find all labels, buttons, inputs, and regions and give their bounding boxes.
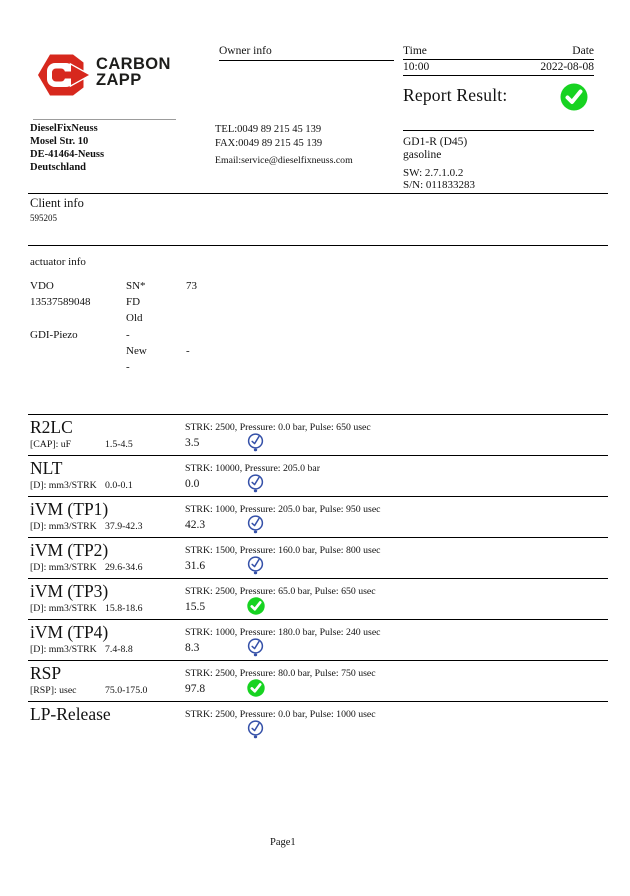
test-range: 15.8-18.6 [105, 603, 143, 614]
test-name: iVM (TP1) [30, 499, 109, 519]
test-unit: [CAP]: uF [30, 439, 72, 450]
test-range: 0.0-0.1 [105, 480, 133, 491]
owner-country: Deutschland [30, 162, 87, 173]
row-divider [28, 619, 608, 620]
row-divider [28, 414, 608, 415]
owner-street: Mosel Str. 10 [30, 136, 89, 147]
test-name: iVM (TP2) [30, 540, 109, 560]
machine-serial: S/N: 011833283 [403, 178, 476, 191]
actuator-cell: 13537589048 [30, 296, 91, 309]
actuator-info-label: actuator info [30, 256, 86, 268]
test-unit: [D]: mm3/STRK [30, 644, 97, 655]
test-name: iVM (TP3) [30, 581, 109, 601]
report-result-label: Report Result: [403, 85, 508, 105]
actuator-cell: VDO [30, 280, 54, 292]
test-row [0, 414, 630, 455]
actuator-row [30, 280, 430, 296]
client-info-label: Client info [30, 196, 84, 210]
test-pass-icon [247, 597, 265, 617]
test-unit: [RSP]: usec [30, 685, 77, 696]
test-range: 37.9-42.3 [105, 521, 143, 532]
test-row [0, 701, 630, 742]
test-conditions: STRK: 2500, Pressure: 80.0 bar, Pulse: 750 usec [185, 668, 376, 679]
test-value: 97.8 [185, 683, 206, 695]
test-value: 3.5 [185, 437, 200, 449]
time-value: 10:00 [403, 61, 430, 73]
test-value: 31.6 [185, 560, 206, 572]
owner-tel: TEL:0049 89 215 45 139 [215, 124, 322, 135]
owner-name: DieselFixNeuss [30, 123, 98, 134]
time-label: Time [403, 45, 427, 57]
test-row [0, 496, 630, 537]
test-conditions: STRK: 1000, Pressure: 180.0 bar, Pulse: 240 usec [185, 627, 381, 638]
actuator-cell: SN* [126, 280, 146, 292]
actuator-row [30, 345, 430, 361]
brand-name-line2: ZAPP [96, 71, 142, 89]
test-value: 0.0 [185, 478, 200, 490]
test-pass-icon [247, 720, 265, 740]
client-info-section [30, 196, 84, 223]
row-divider [28, 496, 608, 497]
test-pass-icon [247, 638, 265, 658]
test-unit: [D]: mm3/STRK [30, 603, 97, 614]
actuator-row [30, 329, 430, 345]
client-info-value: 595205 [30, 213, 57, 223]
test-range: 29.6-34.6 [105, 562, 143, 573]
test-pass-icon [247, 679, 265, 699]
date-value: 2022-08-08 [540, 61, 594, 73]
page-number: Page1 [270, 837, 296, 848]
test-range: 1.5-4.5 [105, 439, 133, 450]
test-value: 15.5 [185, 601, 206, 613]
machine-software: SW: 2.7.1.0.2 [403, 167, 464, 179]
test-row [0, 660, 630, 701]
owner-divider [33, 119, 176, 120]
test-name: R2LC [30, 417, 73, 437]
actuator-cell: - [126, 328, 130, 341]
test-range: 75.0-175.0 [105, 685, 148, 696]
owner-fax: FAX:0049 89 215 45 139 [215, 138, 323, 149]
test-pass-icon [247, 515, 265, 535]
actuator-cell: - [186, 344, 190, 357]
date-label: Date [572, 45, 594, 57]
row-divider [28, 578, 608, 579]
test-row [0, 455, 630, 496]
carbon-zapp-logo-icon [37, 52, 91, 99]
test-row [0, 578, 630, 619]
test-pass-icon [247, 556, 265, 576]
test-conditions: STRK: 1500, Pressure: 160.0 bar, Pulse: 800 usec [185, 545, 381, 556]
test-conditions: STRK: 2500, Pressure: 0.0 bar, Pulse: 1000 usec [185, 709, 376, 720]
machine-fuel: gasoline [403, 149, 442, 161]
brand-name [96, 56, 171, 88]
owner-contact [215, 123, 353, 168]
test-unit: [D]: mm3/STRK [30, 480, 97, 491]
test-value: 42.3 [185, 519, 206, 531]
actuator-cell: New [126, 344, 147, 357]
test-name: RSP [30, 663, 62, 683]
test-pass-icon [247, 474, 265, 494]
actuator-table [30, 280, 430, 377]
test-value: 8.3 [185, 642, 200, 654]
row-divider [28, 660, 608, 661]
test-conditions: STRK: 10000, Pressure: 205.0 bar [185, 463, 320, 474]
test-conditions: STRK: 2500, Pressure: 0.0 bar, Pulse: 650 usec [185, 422, 371, 433]
test-row [0, 537, 630, 578]
test-range: 7.4-8.8 [105, 644, 133, 655]
owner-address [30, 122, 104, 174]
test-name: NLT [30, 458, 63, 478]
test-conditions: STRK: 1000, Pressure: 205.0 bar, Pulse: 950 usec [185, 504, 381, 515]
section-divider [28, 193, 608, 194]
owner-info-heading: Owner info [219, 45, 394, 61]
report-result-pass-icon [560, 83, 588, 116]
owner-city: DE-41464-Neuss [30, 149, 105, 160]
actuator-cell: GDI-Piezo [30, 328, 78, 341]
test-unit: [D]: mm3/STRK [30, 521, 97, 532]
owner-email: Email:service@dieselfixneuss.com [215, 155, 353, 166]
test-conditions: STRK: 2500, Pressure: 65.0 bar, Pulse: 650 usec [185, 586, 376, 597]
actuator-row [30, 296, 430, 312]
actuator-cell: Old [126, 312, 143, 325]
machine-model: GD1-R (D45) [403, 136, 468, 148]
row-divider [28, 537, 608, 538]
row-divider [28, 701, 608, 702]
test-name: LP-Release [30, 704, 111, 724]
test-unit: [D]: mm3/STRK [30, 562, 97, 573]
test-name: iVM (TP4) [30, 622, 109, 642]
actuator-row [30, 361, 430, 377]
test-pass-icon [247, 433, 265, 453]
actuator-cell: FD [126, 296, 141, 309]
time-date-block [403, 45, 594, 76]
row-divider [28, 455, 608, 456]
brand-name-line1: CARBON [96, 55, 171, 73]
actuator-row [30, 312, 430, 328]
carbon-zapp-logo [37, 52, 187, 102]
actuator-cell: 73 [186, 280, 197, 292]
machine-info [403, 130, 594, 191]
test-row [0, 619, 630, 660]
actuator-cell: - [126, 360, 130, 373]
section-divider [28, 245, 608, 246]
